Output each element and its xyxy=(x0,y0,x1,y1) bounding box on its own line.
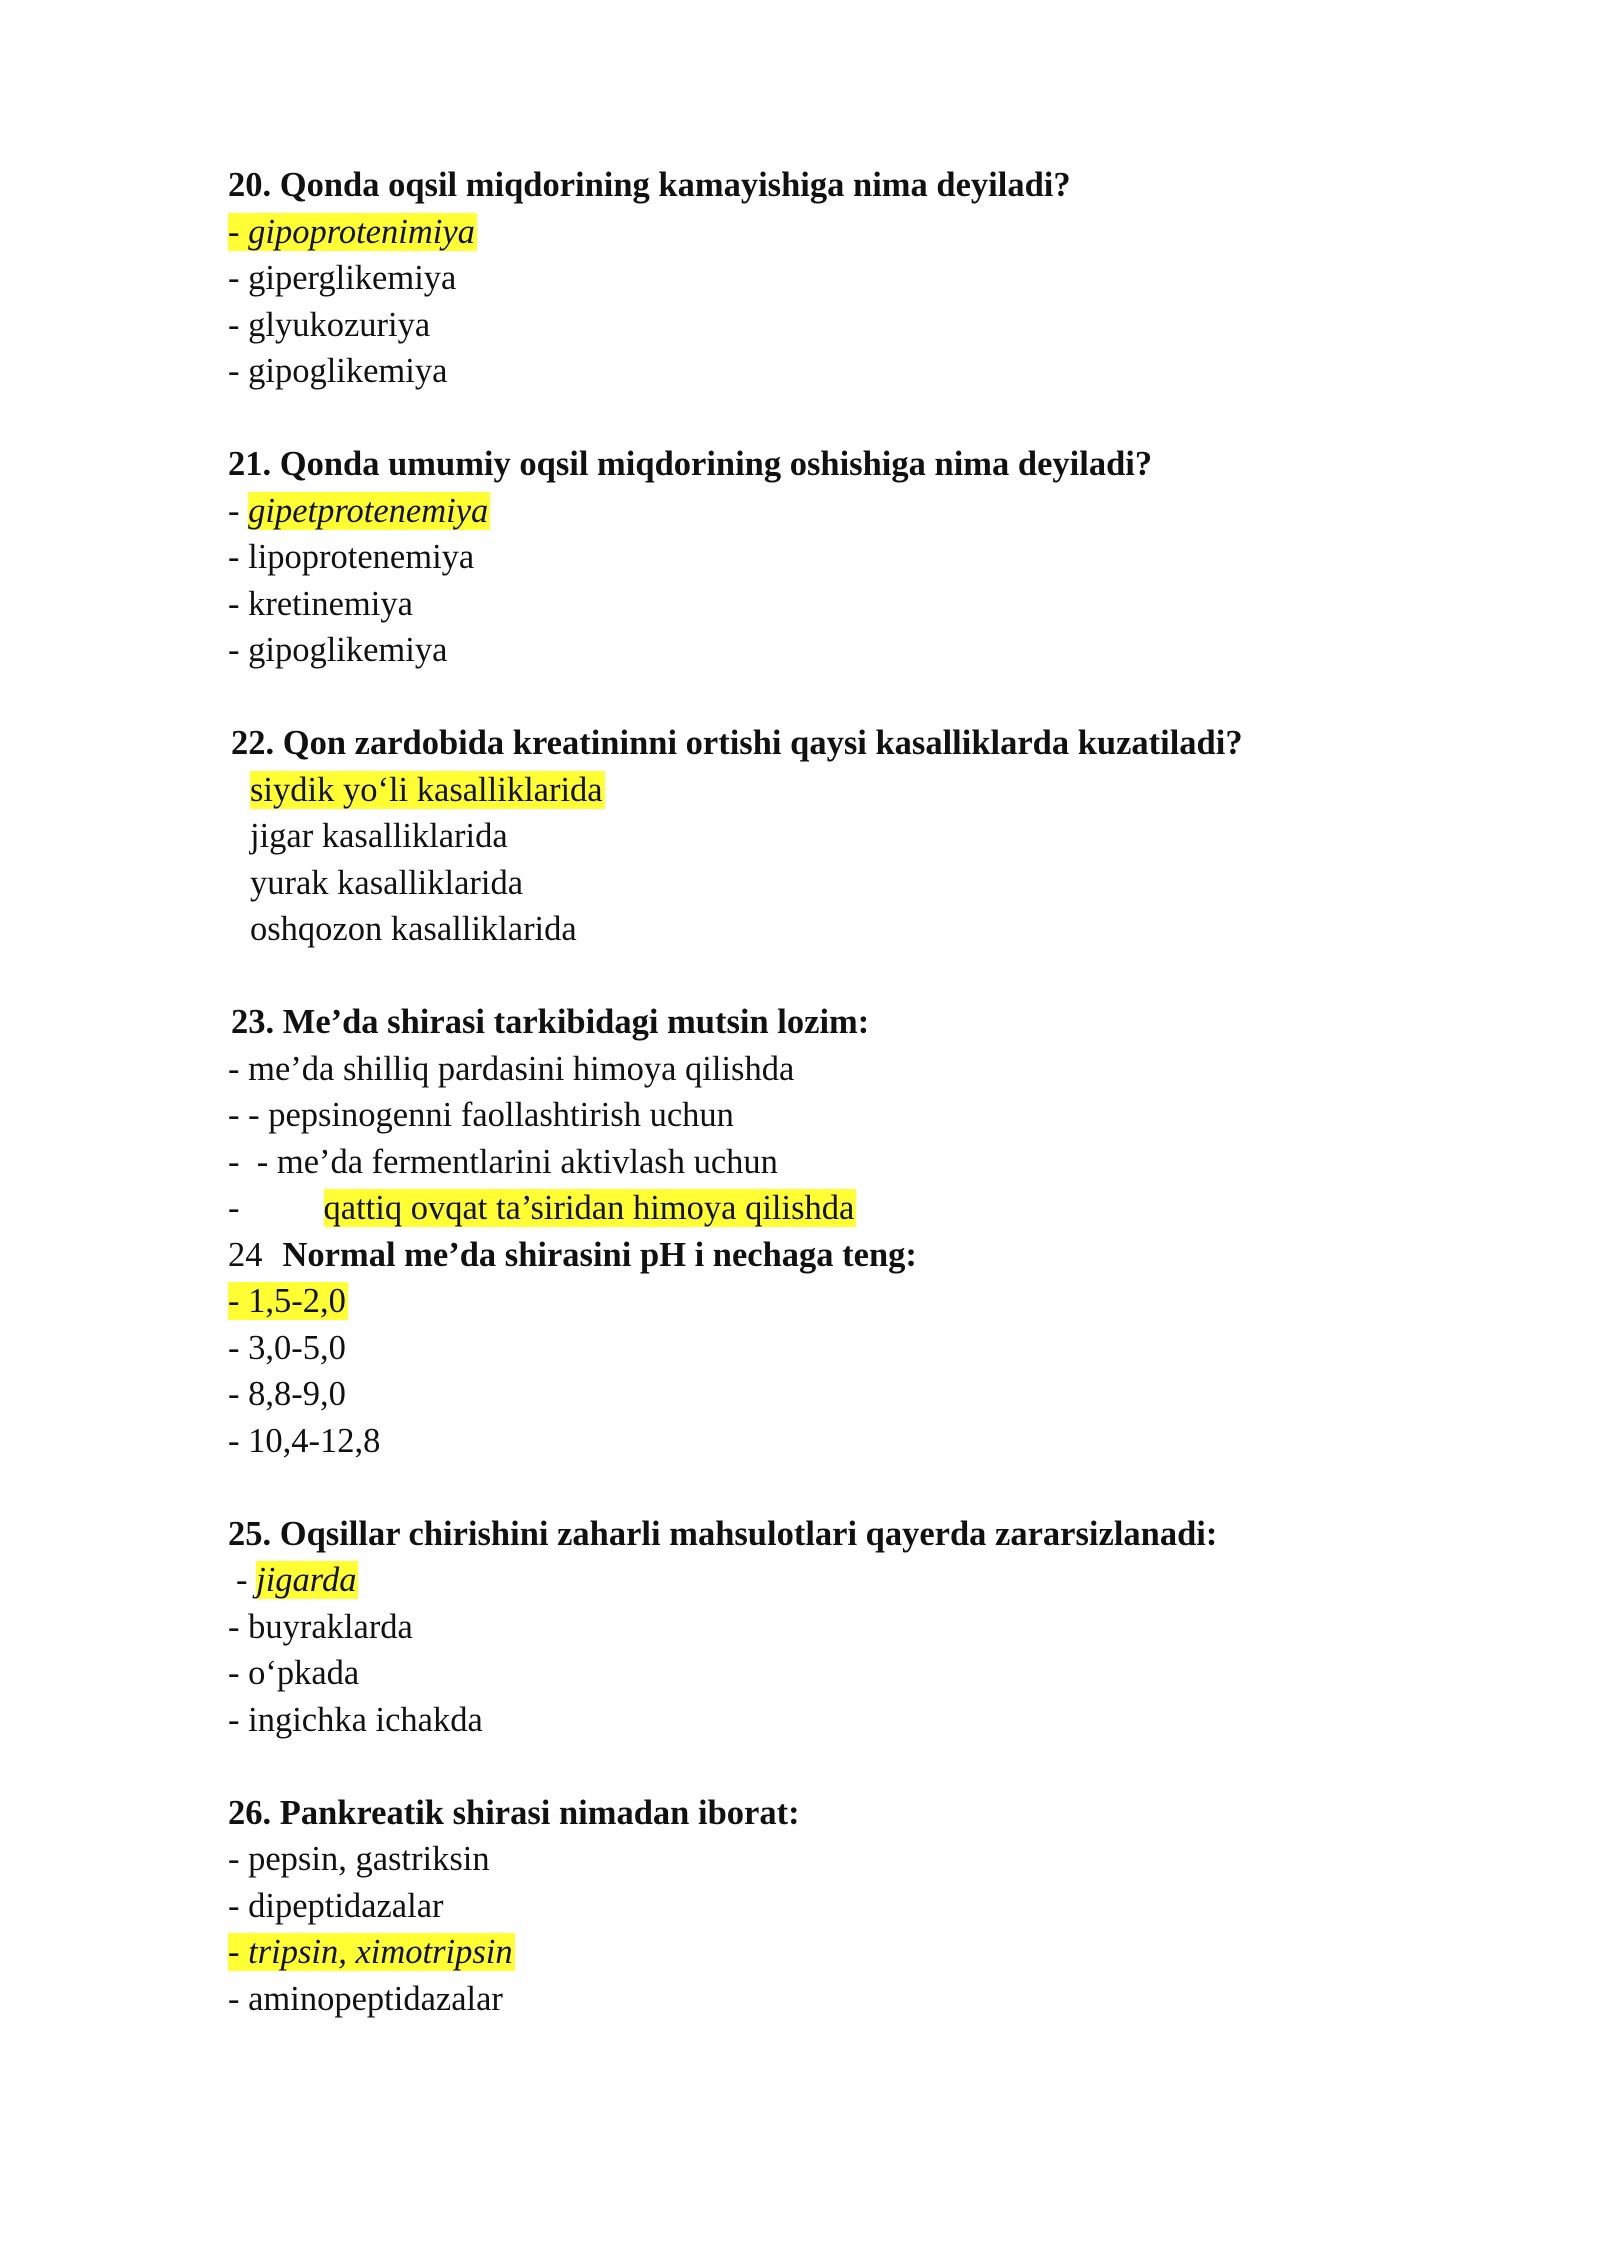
answer-24-b: - 3,0-5,0 xyxy=(228,1328,346,1367)
question-20: 20. Qonda oqsil miqdorining kamayishiga nima deyiladi? xyxy=(228,166,1071,204)
answer-20-c: - glyukozuriya xyxy=(228,305,431,344)
question-22: 22. Qon zardobida kreatininni ortishi qaysi kasalliklarda kuzatiladi? xyxy=(231,724,1243,762)
answer-23-d-prefix: - xyxy=(228,1189,240,1227)
answer-22-b: jigar kasalliklarida xyxy=(250,817,508,855)
answer-20-b: - giperglikemiya xyxy=(228,259,457,297)
answer-21-a-text: gipetprotenemiya xyxy=(248,491,489,530)
question-26: 26. Pankreatik shirasi nimadan iborat: xyxy=(228,1793,800,1832)
question-23: 23. Me’da shirasi tarkibidagi mutsin lozim: xyxy=(231,1003,870,1041)
question-24 xyxy=(228,1232,1488,1279)
answer-21-d: - gipoglikemiya xyxy=(228,631,448,669)
answer-25-c: - o‘pkada xyxy=(228,1654,360,1692)
answer-22-a xyxy=(228,767,1488,814)
answer-21-c: - kretinemiya xyxy=(228,584,413,623)
answer-23-b: - - pepsinogenni faollashtirish uchun xyxy=(228,1096,734,1134)
answer-23-d-text: qattiq ovqat ta’siridan himoya qilishda xyxy=(323,1189,855,1227)
answer-25-a-prefix: - xyxy=(236,1561,257,1599)
answer-26-c-text: - tripsin, ximotripsin xyxy=(228,1933,513,1971)
answer-25-d: - ingichka ichakda xyxy=(228,1700,483,1739)
answer-25-a-text: jigarda xyxy=(256,1561,357,1599)
answer-24-d: - 10,4-12,8 xyxy=(228,1421,381,1460)
spacer xyxy=(228,953,1488,1000)
spacer xyxy=(228,395,1488,442)
answer-20-a xyxy=(228,209,1488,256)
question-25: 25. Oqsillar chirishini zaharli mahsulotlari qayerda zararsizlanadi: xyxy=(228,1514,1218,1553)
answer-26-a: - pepsin, gastriksin xyxy=(228,1840,490,1878)
answer-26-c xyxy=(228,1929,1488,1976)
spacer xyxy=(228,1464,1488,1511)
answer-23-c: - - me’da fermentlarini aktivlash uchun xyxy=(228,1142,778,1181)
answer-21-a xyxy=(228,488,1488,535)
answer-20-a-text: - gipoprotenimiya xyxy=(228,212,475,251)
spacer xyxy=(228,1743,1488,1790)
answer-22-c: yurak kasalliklarida xyxy=(250,863,524,902)
answer-26-b: - dipeptidazalar xyxy=(228,1886,444,1925)
answer-24-a-text: - 1,5-2,0 xyxy=(228,1282,346,1320)
spacer xyxy=(228,674,1488,721)
answer-24-a xyxy=(228,1278,1488,1325)
question-24-text: Normal me’da shirasini pH i nechaga teng: xyxy=(282,1235,917,1274)
answer-21-b: - lipoprotenemiya xyxy=(228,538,475,576)
answer-22-d: oshqozon kasalliklarida xyxy=(250,910,577,948)
question-24-number: 24 xyxy=(228,1235,263,1274)
document-page xyxy=(228,162,1488,2022)
answer-22-a-text: siydik yo‘li kasalliklarida xyxy=(250,770,603,809)
answer-23-a: - me’da shilliq pardasini himoya qilishda xyxy=(228,1049,795,1088)
answer-20-d: - gipoglikemiya xyxy=(228,352,448,390)
answer-26-d: - aminopeptidazalar xyxy=(228,1979,503,2018)
answer-24-c: - 8,8-9,0 xyxy=(228,1375,346,1413)
answer-25-a xyxy=(228,1557,1488,1604)
question-21: 21. Qonda umumiy oqsil miqdorining oshishiga nima deyiladi? xyxy=(228,445,1153,483)
answer-21-a-prefix: - xyxy=(228,491,249,530)
answer-25-b: - buyraklarda xyxy=(228,1607,413,1646)
answer-23-d xyxy=(228,1185,1488,1232)
